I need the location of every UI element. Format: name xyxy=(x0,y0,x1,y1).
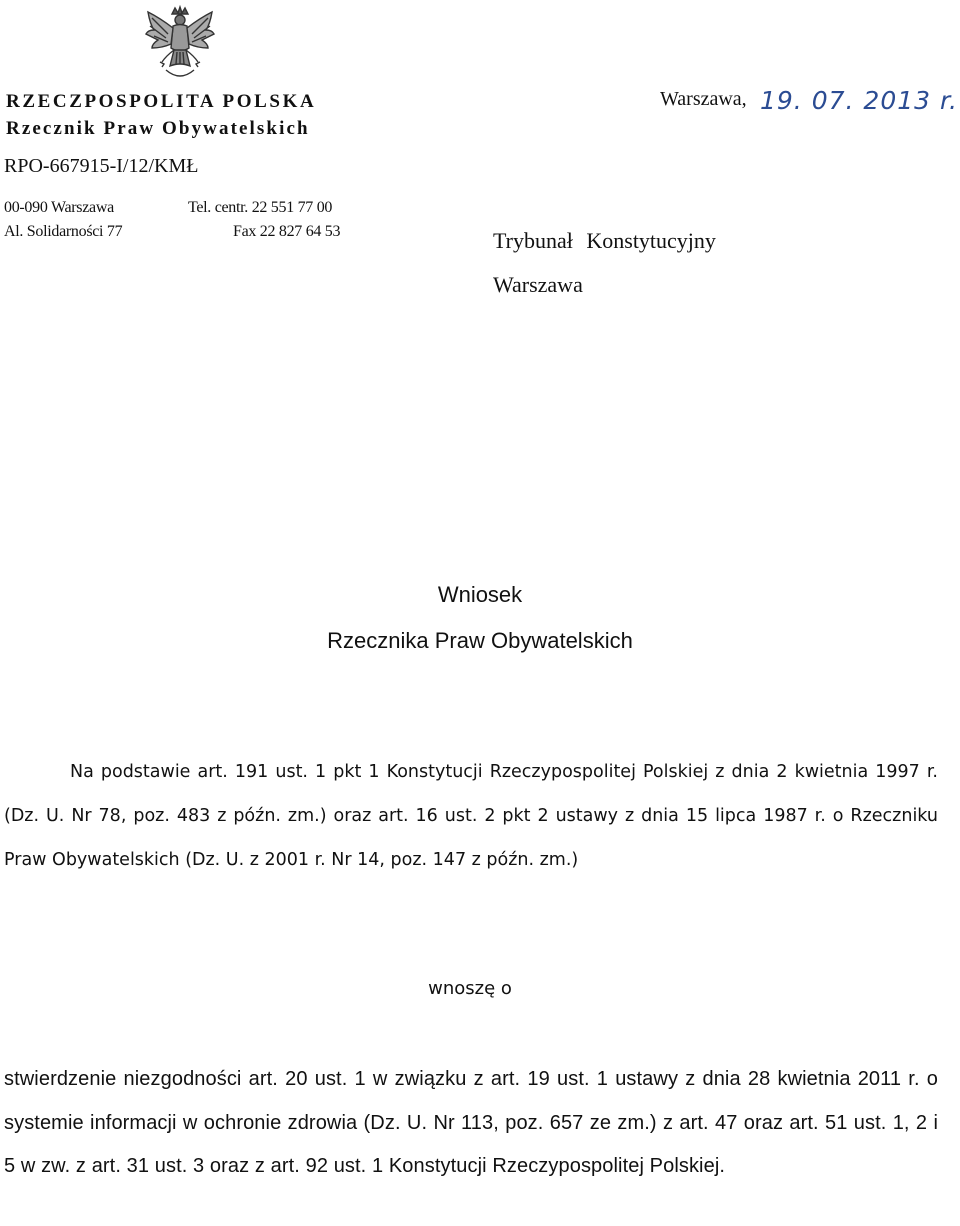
recipient-city: Warszawa xyxy=(493,272,583,297)
recipient-name: Trybunał Konstytucyjny xyxy=(493,228,716,253)
issuer-institution: Rzecznik Praw Obywatelskich xyxy=(6,118,310,139)
document-subtitle: Rzecznika Praw Obywatelskich xyxy=(327,628,633,653)
place-label: Warszawa, xyxy=(660,88,747,110)
issuer-country: RZECZPOSPOLITA POLSKA xyxy=(6,91,317,112)
address-postal: 00-090 Warszawa xyxy=(4,199,114,216)
legal-basis-paragraph: Na podstawie art. 191 ust. 1 pkt 1 Konstytucji Rzeczypospolitej Polskiej z dnia 2 kwietnia 1997 r. (Dz. U. Nr 78, poz. 483 z późn. zm.) oraz art. 16 ust. 2 pkt 2 ustawy z dnia 15 lipca 1987 r. o Rzeczniku Praw Obywatelskich (Dz. U. z 2001 r. Nr 14, poz. 147 z późn. zm.) xyxy=(4,762,938,870)
document-title: Wniosek xyxy=(437,582,523,607)
subject-paragraph: stwierdzenie niezgodności art. 20 ust. 1 w związku z art. 19 ust. 1 ustawy z dnia 28 kwietnia 2011 r. o systemie informacji w ochronie zdrowia (Dz. U. Nr 113, poz. 657 ze zm.) z art. 47 oraz art. 51 ust. 1, 2 i 5 w zw. z art. 31 ust. 3 oraz z art. 92 ust. 1 Konstytucji Rzeczypospolitej Polskiej. xyxy=(4,1068,938,1177)
polish-eagle-emblem-icon xyxy=(142,4,218,84)
handwritten-date: 19. 07. 2013 r. xyxy=(760,86,958,115)
address-phone: Tel. centr. 22 551 77 00 xyxy=(188,199,333,216)
address-street: Al. Solidarności 77 xyxy=(4,223,123,240)
request-phrase: wnoszę o xyxy=(428,978,512,999)
reference-number: RPO-667915-I/12/KMŁ xyxy=(4,155,199,177)
address-fax: Fax 22 827 64 53 xyxy=(233,223,341,240)
